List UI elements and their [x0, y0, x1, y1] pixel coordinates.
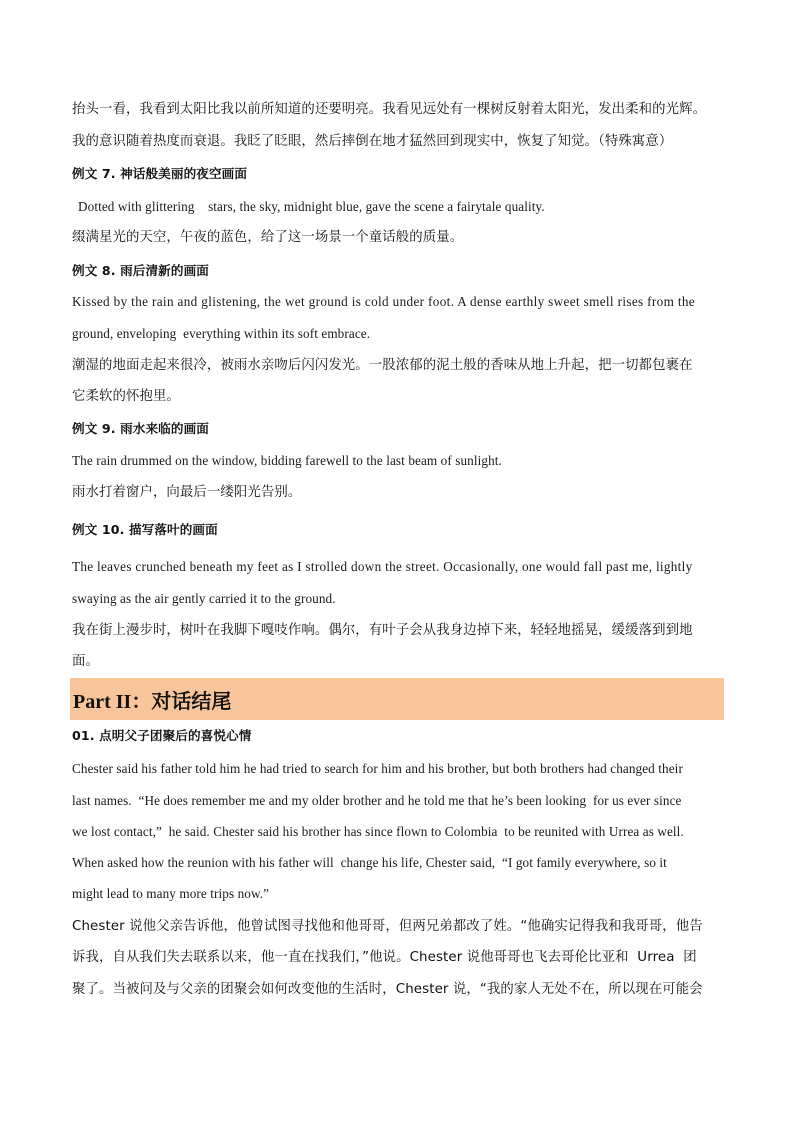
english-line: When asked how the reunion with his father will change his life, Chester said, “I got family everywhere, so it: [72, 855, 667, 870]
chinese-line: 潮湿的地面走起来很冷，被雨水亲吻后闪闪发光。一股浓郁的泥土般的香味从地上升起，把一切都包裹在: [72, 358, 693, 373]
example-heading-8: 例文 8. 雨后清新的画面: [72, 263, 209, 278]
example-heading-9: 例文 9. 雨水来临的画面: [72, 421, 209, 436]
english-line: might lead to many more trips now.”: [72, 886, 270, 901]
chinese-line: 诉我，自从我们失去联系以来，他一直在找我们，”他说。Chester 说他哥哥也飞去哥伦比亚和 Urrea 团: [72, 950, 697, 965]
subsection-heading: 01. 点明父子团聚后的喜悦心情: [72, 728, 252, 743]
chinese-line: 面。: [72, 654, 99, 669]
chinese-line: 我在街上漫步时，树叶在我脚下嘎吱作响。偶尔，有叶子会从我身边掉下来，轻轻地摇晃，缓缓落到到地: [72, 623, 693, 638]
chinese-line: 它柔软的怀抱里。: [72, 389, 180, 404]
section-banner: [70, 678, 724, 720]
example-heading-7: 例文 7. 神话般美丽的夜空画面: [72, 166, 248, 181]
paragraph-line: 我的意识随着热度而衰退。我眨了眨眼，然后摔倒在地才猛然回到现实中，恢复了知觉。（特殊寓意）: [72, 134, 673, 149]
english-line: The leaves crunched beneath my feet as I strolled down the street. Occasionally, one would fall past me, lightly: [72, 559, 693, 574]
english-line: Kissed by the rain and glistening, the wet ground is cold under foot. A dense earthly sweet smell rises from the: [72, 294, 695, 309]
section-banner-title: Part II：对话结尾: [73, 690, 232, 713]
example-heading-10: 例文 10. 描写落叶的画面: [72, 522, 218, 537]
chinese-line: 聚了。当被问及与父亲的团聚会如何改变他的生活时，Chester 说，“我的家人无处不在，所以现在可能会: [72, 982, 703, 997]
chinese-line: 雨水打着窗户，向最后一缕阳光告别。: [72, 485, 302, 500]
english-line: The rain drummed on the window, bidding farewell to the last beam of sunlight.: [72, 453, 502, 468]
chinese-line: 缀满星光的天空，午夜的蓝色，给了这一场景一个童话般的质量。: [72, 230, 464, 245]
english-line: swaying as the air gently carried it to the ground.: [72, 591, 336, 606]
english-line: ground, enveloping everything within its soft embrace.: [72, 326, 371, 341]
paragraph-line: 抬头一看，我看到太阳比我以前所知道的还要明亮。我看见远处有一棵树反射着太阳光，发出柔和的光辉。: [72, 102, 707, 117]
english-line: we lost contact,” he said. Chester said his brother has since flown to Colombia to be reunited with Urrea as well.: [72, 824, 684, 839]
english-line: Dotted with glittering stars, the sky, midnight blue, gave the scene a fairytale quality.: [78, 199, 545, 214]
chinese-line: Chester 说他父亲告诉他，他曾试图寻找他和他哥哥，但两兄弟都改了姓。“他确实记得我和我哥哥，他告: [72, 919, 703, 934]
english-line: Chester said his father told him he had tried to search for him and his brother, but both brothers had changed their: [72, 761, 683, 776]
english-line: last names. “He does remember me and my older brother and he told me that he’s been looking for us ever since: [72, 793, 682, 808]
